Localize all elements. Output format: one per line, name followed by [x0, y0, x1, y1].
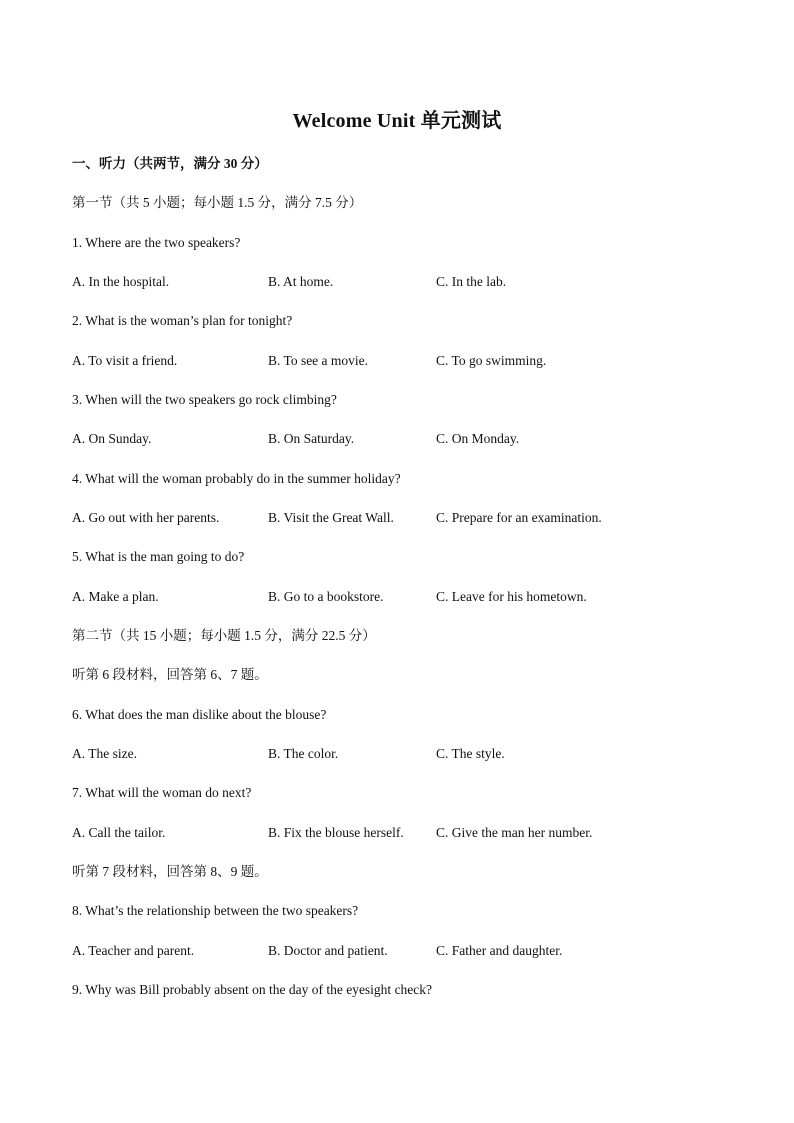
options-row-2 — [72, 352, 722, 370]
options-row-1 — [72, 273, 722, 291]
option-c: C. Leave for his hometown. — [436, 589, 587, 604]
part1-heading: 一、听力（共两节，满分 30 分） — [72, 156, 268, 171]
option-c: C. Give the man her number. — [436, 825, 593, 840]
option-b: B. Visit the Great Wall. — [268, 510, 394, 525]
options-row-6 — [72, 745, 722, 763]
options-row-3 — [72, 430, 722, 448]
question-4: 4. What will the woman probably do in the summer holiday? — [72, 471, 401, 486]
options-row-5 — [72, 588, 722, 606]
passage-7-instruction: 听第 7 段材料，回答第 8、9 题。 — [72, 864, 268, 879]
question-9: 9. Why was Bill probably absent on the day of the eyesight check? — [72, 982, 433, 997]
page-title: Welcome Unit 单元测试 — [292, 110, 502, 132]
question-5: 5. What is the man going to do? — [72, 549, 245, 564]
option-a: A. In the hospital. — [72, 274, 170, 289]
option-b: B. On Saturday. — [268, 431, 355, 446]
question-3: 3. When will the two speakers go rock climbing? — [72, 392, 337, 407]
option-c: C. Father and daughter. — [436, 943, 563, 958]
section2-heading: 第二节（共 15 小题；每小题 1.5 分，满分 22.5 分） — [72, 628, 376, 643]
options-row-7 — [72, 824, 722, 842]
option-c: C. In the lab. — [436, 274, 507, 289]
question-6: 6. What does the man dislike about the blouse? — [72, 707, 327, 722]
question-1: 1. Where are the two speakers? — [72, 235, 241, 250]
option-c: C. Prepare for an examination. — [436, 510, 602, 525]
option-c: C. The style. — [436, 746, 505, 761]
option-c: C. On Monday. — [436, 431, 520, 446]
option-a: A. The size. — [72, 746, 137, 761]
question-7: 7. What will the woman do next? — [72, 785, 252, 800]
option-b: B. To see a movie. — [268, 353, 369, 368]
option-b: B. Fix the blouse herself. — [268, 825, 404, 840]
option-a: A. Call the tailor. — [72, 825, 166, 840]
option-b: B. The color. — [268, 746, 339, 761]
question-2: 2. What is the woman’s plan for tonight? — [72, 313, 293, 328]
passage-6-instruction: 听第 6 段材料，回答第 6、7 题。 — [72, 667, 268, 682]
options-row-4 — [72, 509, 722, 527]
option-c: C. To go swimming. — [436, 353, 547, 368]
option-a: A. Make a plan. — [72, 589, 159, 604]
section1-heading: 第一节（共 5 小题；每小题 1.5 分，满分 7.5 分） — [72, 195, 363, 210]
option-a: A. Go out with her parents. — [72, 510, 220, 525]
question-8: 8. What’s the relationship between the two speakers? — [72, 903, 359, 918]
options-row-8 — [72, 942, 722, 960]
option-a: A. To visit a friend. — [72, 353, 178, 368]
option-b: B. Go to a bookstore. — [268, 589, 384, 604]
option-b: B. At home. — [268, 274, 334, 289]
option-a: A. On Sunday. — [72, 431, 152, 446]
option-b: B. Doctor and patient. — [268, 943, 388, 958]
option-a: A. Teacher and parent. — [72, 943, 195, 958]
